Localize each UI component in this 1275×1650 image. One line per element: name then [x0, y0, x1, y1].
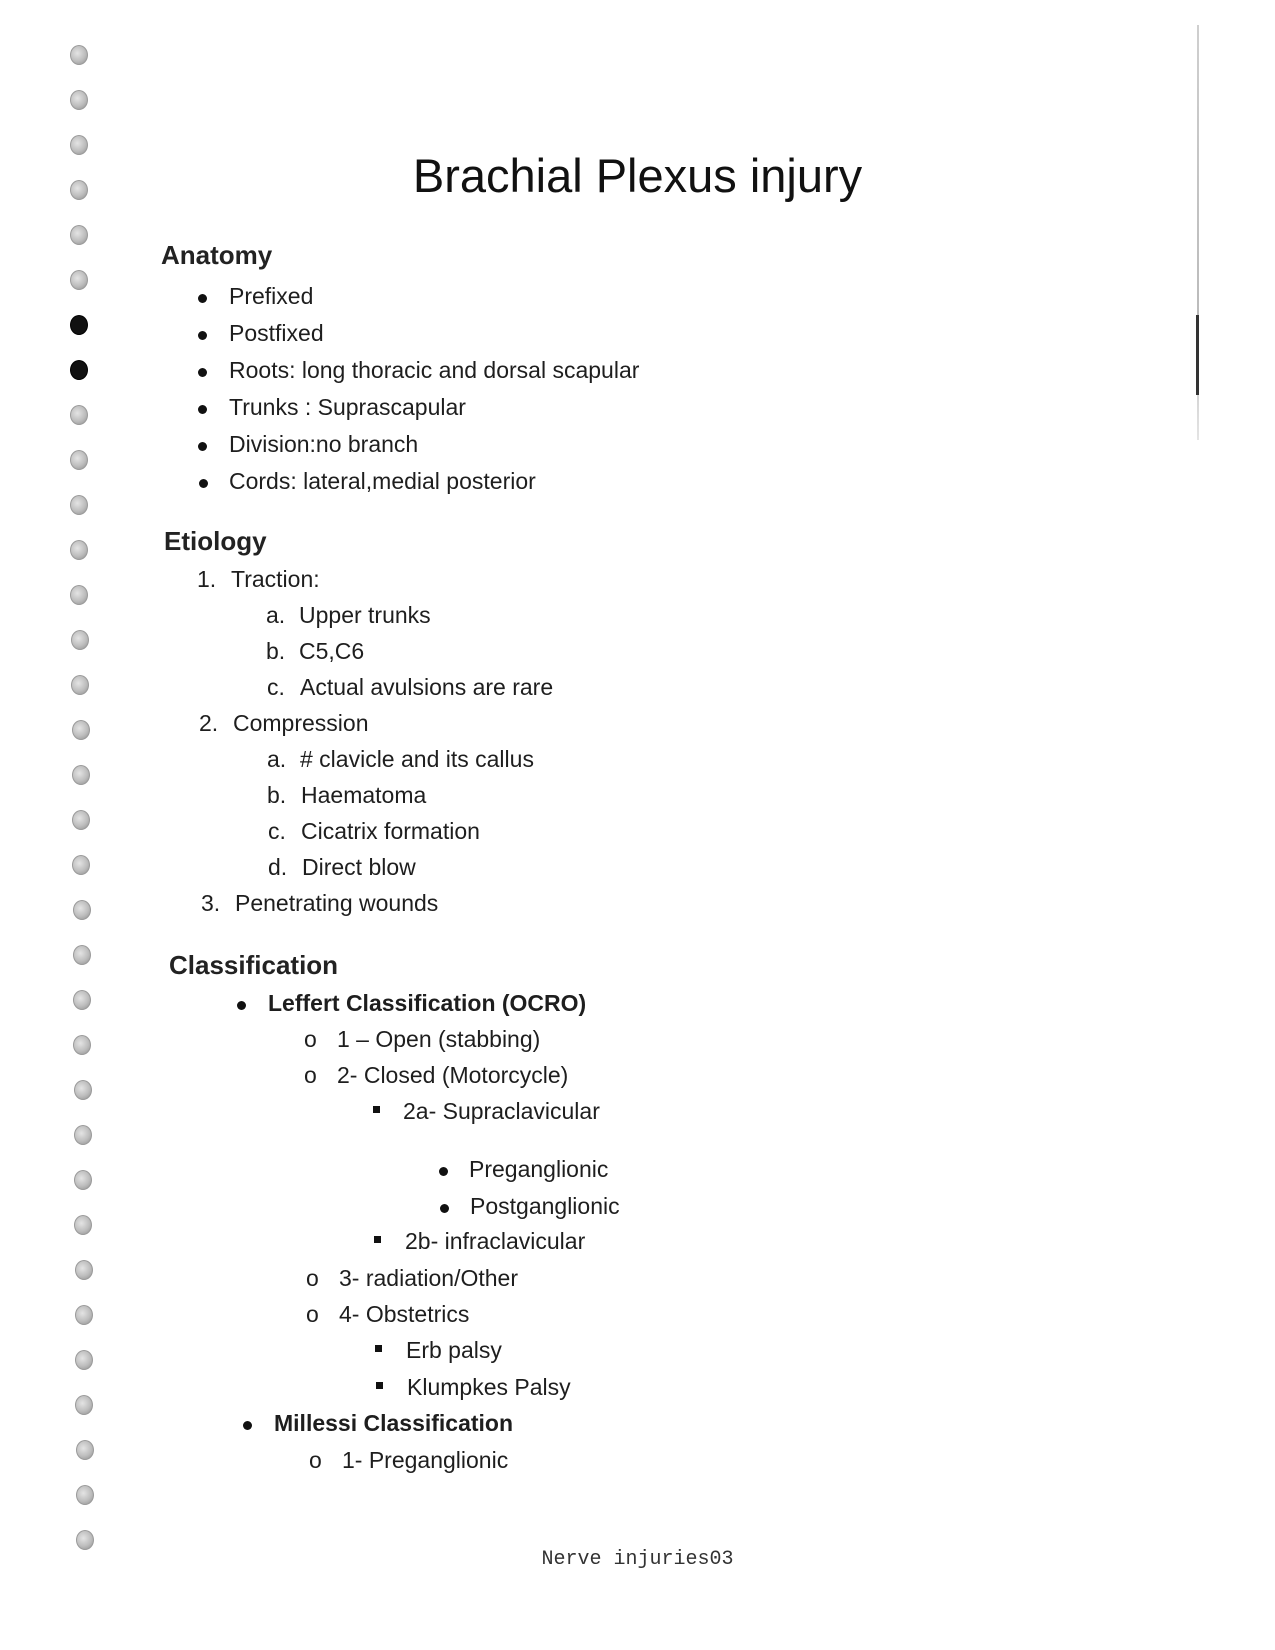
- list-item: Prefixed: [229, 283, 314, 309]
- bullet-icon: [198, 405, 207, 414]
- binder-hole: [70, 90, 88, 110]
- list-item: Postfixed: [229, 320, 324, 346]
- list-item: 1 – Open (stabbing): [337, 1026, 541, 1052]
- bullet-icon: [198, 331, 207, 340]
- square-bullet-icon: [375, 1345, 382, 1352]
- list-item: Traction:: [231, 566, 320, 592]
- list-item: Penetrating wounds: [235, 890, 439, 916]
- square-bullet-icon: [374, 1236, 381, 1243]
- binder-hole: [75, 1260, 93, 1280]
- bullet-icon: [198, 294, 207, 303]
- numbered-marker: 1.: [197, 566, 217, 592]
- circle-bullet-icon: o: [309, 1447, 322, 1473]
- list-item: Actual avulsions are rare: [300, 674, 554, 700]
- list-item: Preganglionic: [469, 1156, 609, 1182]
- letter-marker: d.: [268, 854, 288, 880]
- binder-hole: [70, 360, 88, 380]
- binder-hole: [72, 765, 90, 785]
- list-item: Roots: long thoracic and dorsal scapular: [229, 357, 640, 383]
- binder-hole: [75, 1305, 93, 1325]
- list-item: Compression: [233, 710, 369, 736]
- letter-marker: c.: [267, 674, 285, 700]
- numbered-marker: 3.: [201, 890, 221, 916]
- binder-hole: [76, 1485, 94, 1505]
- binder-hole: [70, 315, 88, 335]
- letter-marker: a.: [266, 602, 286, 628]
- binder-hole: [73, 945, 91, 965]
- square-bullet-icon: [373, 1106, 380, 1113]
- binder-hole: [70, 45, 88, 65]
- list-item: C5,C6: [299, 638, 365, 664]
- list-item: Trunks : Suprascapular: [229, 394, 466, 420]
- binder-hole: [74, 1125, 92, 1145]
- circle-bullet-icon: o: [304, 1026, 317, 1052]
- list-item: # clavicle and its callus: [300, 746, 534, 772]
- binder-hole: [73, 990, 91, 1010]
- list-item: 4- Obstetrics: [339, 1301, 470, 1327]
- list-item: 2- Closed (Motorcycle): [337, 1062, 569, 1088]
- binder-hole: [74, 1215, 92, 1235]
- binder-hole: [73, 1035, 91, 1055]
- binder-hole: [72, 855, 90, 875]
- list-item: 2a- Supraclavicular: [403, 1098, 600, 1124]
- binder-hole: [75, 1395, 93, 1415]
- list-item: Erb palsy: [406, 1337, 502, 1363]
- binder-hole: [75, 1350, 93, 1370]
- list-item: Haematoma: [301, 782, 427, 808]
- binder-hole: [76, 1530, 94, 1550]
- list-item: 3- radiation/Other: [339, 1265, 518, 1291]
- binder-hole: [74, 1170, 92, 1190]
- numbered-marker: 2.: [199, 710, 219, 736]
- list-item: Direct blow: [302, 854, 416, 880]
- binder-hole: [73, 900, 91, 920]
- section-heading-etiology: Etiology: [164, 526, 267, 556]
- binder-hole: [71, 675, 89, 695]
- binder-hole: [70, 585, 88, 605]
- binder-hole: [70, 495, 88, 515]
- list-item: 1- Preganglionic: [342, 1447, 509, 1473]
- bullet-icon: [198, 368, 207, 377]
- section-heading-classification: Classification: [169, 950, 339, 980]
- binder-hole: [70, 270, 88, 290]
- circle-bullet-icon: o: [304, 1062, 317, 1088]
- binder-hole: [70, 405, 88, 425]
- circle-bullet-icon: o: [306, 1301, 319, 1327]
- binder-hole: [76, 1440, 94, 1460]
- list-item: Division:no branch: [229, 431, 419, 457]
- square-bullet-icon: [376, 1382, 383, 1389]
- binder-holes: [68, 40, 98, 1640]
- bullet-icon: [440, 1204, 449, 1213]
- list-item: 2b- infraclavicular: [405, 1228, 586, 1254]
- list-item: Cords: lateral,medial posterior: [229, 468, 536, 494]
- page-title: Brachial Plexus injury: [412, 149, 863, 202]
- list-item: Klumpkes Palsy: [407, 1374, 571, 1400]
- list-item: Upper trunks: [299, 602, 431, 628]
- binder-hole: [71, 630, 89, 650]
- list-item: Postganglionic: [470, 1193, 620, 1219]
- binder-hole: [70, 450, 88, 470]
- letter-marker: b.: [267, 782, 287, 808]
- binder-hole: [72, 810, 90, 830]
- letter-marker: b.: [266, 638, 286, 664]
- letter-marker: a.: [267, 746, 287, 772]
- bullet-icon: [199, 479, 208, 488]
- classification-title-leffert: Leffert Classification (OCRO): [268, 990, 587, 1016]
- circle-bullet-icon: o: [306, 1265, 319, 1291]
- binder-hole: [70, 540, 88, 560]
- bullet-icon: [198, 442, 207, 451]
- page-edge-mark: [1196, 315, 1199, 395]
- letter-marker: c.: [268, 818, 286, 844]
- binder-hole: [72, 720, 90, 740]
- binder-hole: [74, 1080, 92, 1100]
- bullet-icon: [237, 1001, 246, 1010]
- list-item: Cicatrix formation: [301, 818, 480, 844]
- bullet-icon: [243, 1421, 252, 1430]
- binder-hole: [70, 225, 88, 245]
- page-footer: Nerve injuries03: [541, 1548, 734, 1571]
- bullet-icon: [439, 1167, 448, 1176]
- section-heading-anatomy: Anatomy: [161, 240, 273, 270]
- classification-title-millessi: Millessi Classification: [274, 1410, 514, 1436]
